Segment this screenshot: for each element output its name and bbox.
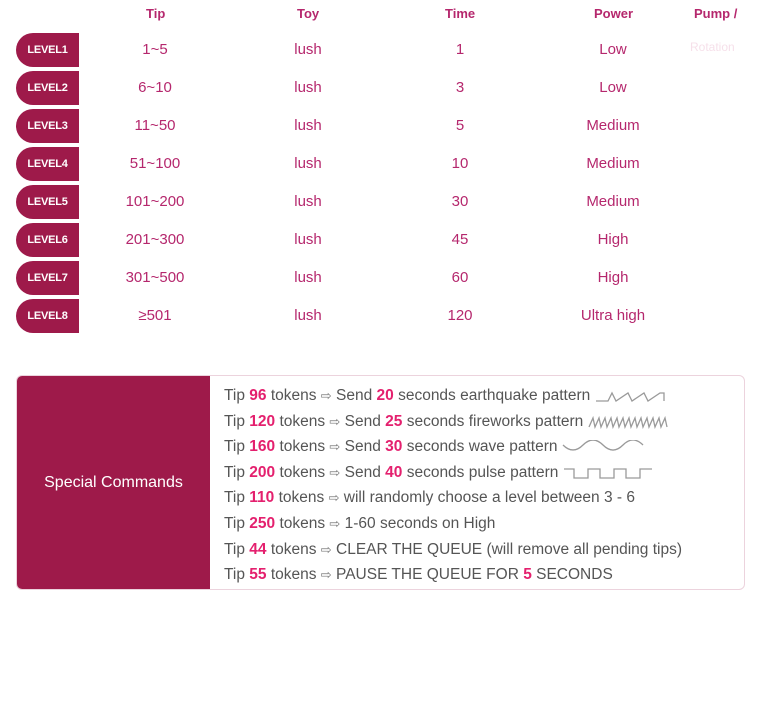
command-prefix: Tip xyxy=(224,463,250,481)
header-toy: Toy xyxy=(297,6,320,21)
level-power: Medium xyxy=(586,155,640,172)
command-arrow-icon: ⇨ xyxy=(329,515,341,531)
command-arrow-icon: ⇨ xyxy=(320,541,332,557)
command-text: Send xyxy=(340,463,386,481)
command-prefix: Tip xyxy=(224,387,250,404)
command-prefix: Tip xyxy=(224,566,250,584)
earthquake-pattern-icon xyxy=(590,387,666,404)
level-tip-range: 301~500 xyxy=(125,269,185,286)
level-tip-range: 51~100 xyxy=(129,155,181,172)
special-command-line xyxy=(224,383,682,409)
command-token-amount: 96 xyxy=(249,387,267,404)
level-row xyxy=(0,185,760,219)
command-text: Send xyxy=(331,387,377,404)
header-time: Time xyxy=(445,6,476,21)
command-arrow-icon: ⇨ xyxy=(320,567,332,583)
command-number: 40 xyxy=(385,463,403,481)
fireworks-pattern-icon xyxy=(583,413,673,430)
level-toy: lush xyxy=(294,155,322,172)
command-token-amount: 55 xyxy=(249,566,267,584)
special-commands-list xyxy=(224,383,682,588)
command-arrow-icon: ⇨ xyxy=(329,439,341,455)
command-text: CLEAR THE QUEUE (will remove all pending tips) xyxy=(331,540,683,558)
level-row xyxy=(0,71,760,105)
command-tokens-label: tokens xyxy=(275,514,330,532)
level-toy: lush xyxy=(294,269,322,286)
level-time: 30 xyxy=(451,193,469,210)
level-power: Low xyxy=(599,41,627,58)
header-power: Power xyxy=(594,6,634,21)
level-toy: lush xyxy=(294,307,322,324)
level-badge: LEVEL1 xyxy=(16,33,79,67)
level-row xyxy=(0,109,760,143)
level-row xyxy=(0,33,760,67)
level-toy: lush xyxy=(294,231,322,248)
level-toy: lush xyxy=(294,193,322,210)
command-prefix: Tip xyxy=(224,438,250,456)
special-command-line xyxy=(224,460,682,486)
command-token-amount: 110 xyxy=(249,489,275,507)
command-arrow-icon: ⇨ xyxy=(329,413,341,429)
level-power: Medium xyxy=(586,193,640,210)
special-command-line xyxy=(224,434,682,460)
special-commands-title: Special Commands xyxy=(17,376,210,589)
level-badge: LEVEL3 xyxy=(16,109,79,143)
command-token-amount: 200 xyxy=(249,463,276,481)
wave-pattern-icon xyxy=(557,438,645,455)
header-tip: Tip xyxy=(146,6,166,21)
command-tokens-label: tokens xyxy=(275,412,330,430)
command-tokens-label: tokens xyxy=(266,387,321,404)
special-command-line xyxy=(224,409,682,435)
command-text: Send xyxy=(340,438,386,456)
command-text: Send xyxy=(340,412,386,430)
level-tip-range: 201~300 xyxy=(125,231,185,248)
command-number: 30 xyxy=(385,438,403,456)
level-power: High xyxy=(597,269,629,286)
level-badge: LEVEL2 xyxy=(16,71,79,105)
command-text: PAUSE THE QUEUE FOR xyxy=(331,566,524,584)
level-power: Medium xyxy=(586,117,640,134)
command-tokens-label: tokens xyxy=(274,489,329,507)
level-time: 3 xyxy=(455,79,465,96)
level-tip-range: 11~50 xyxy=(134,117,176,134)
special-command-line xyxy=(224,511,682,537)
command-suffix: seconds fireworks pattern xyxy=(402,412,584,430)
command-arrow-icon: ⇨ xyxy=(320,388,332,403)
command-number: 25 xyxy=(385,412,403,430)
command-prefix: Tip xyxy=(224,412,250,430)
command-arrow-icon: ⇨ xyxy=(329,464,341,480)
command-suffix: seconds wave pattern xyxy=(402,438,558,456)
level-time: 60 xyxy=(451,269,469,286)
command-prefix: Tip xyxy=(224,489,250,507)
command-token-amount: 120 xyxy=(249,412,276,430)
special-command-line xyxy=(224,537,682,563)
level-row xyxy=(0,223,760,257)
command-prefix: Tip xyxy=(224,540,250,558)
header-rotation: Rotation xyxy=(690,40,735,54)
command-arrow-icon: ⇨ xyxy=(328,490,340,506)
command-suffix: SECONDS xyxy=(531,566,613,584)
command-token-amount: 250 xyxy=(249,514,276,532)
level-tip-range: 6~10 xyxy=(138,79,172,96)
level-row xyxy=(0,299,760,333)
header-pump: Pump / xyxy=(694,6,738,21)
level-time: 5 xyxy=(455,117,465,134)
command-token-amount: 160 xyxy=(249,438,276,456)
command-tokens-label: tokens xyxy=(266,566,321,584)
level-row xyxy=(0,261,760,295)
level-badge: LEVEL7 xyxy=(16,261,79,295)
command-tokens-label: tokens xyxy=(275,463,330,481)
level-power: High xyxy=(597,231,629,248)
level-tip-range: 1~5 xyxy=(142,41,168,58)
command-number: 20 xyxy=(376,387,394,404)
level-tip-range: 101~200 xyxy=(125,193,185,210)
command-text: 1-60 seconds on High xyxy=(340,514,496,532)
special-commands-panel xyxy=(16,375,745,590)
level-tip-range: ≥501 xyxy=(138,307,172,324)
level-toy: lush xyxy=(294,41,322,58)
level-row xyxy=(0,147,760,181)
special-command-line xyxy=(224,485,682,511)
level-power: Ultra high xyxy=(580,307,646,324)
command-suffix: seconds earthquake pattern xyxy=(393,387,591,404)
level-time: 10 xyxy=(451,155,469,172)
command-number: 5 xyxy=(523,566,532,584)
level-badge: LEVEL8 xyxy=(16,299,79,333)
level-badge: LEVEL6 xyxy=(16,223,79,257)
level-time: 45 xyxy=(451,231,469,248)
level-toy: lush xyxy=(294,79,322,96)
command-text: will randomly choose a level between 3 - 6 xyxy=(339,489,635,507)
level-time: 1 xyxy=(455,41,465,58)
command-tokens-label: tokens xyxy=(275,438,330,456)
command-tokens-label: tokens xyxy=(266,540,321,558)
level-power: Low xyxy=(599,79,627,96)
command-suffix: seconds pulse pattern xyxy=(402,463,559,481)
special-command-line xyxy=(224,562,682,588)
level-badge: LEVEL4 xyxy=(16,147,79,181)
level-toy: lush xyxy=(294,117,322,134)
level-time: 120 xyxy=(447,307,473,324)
pulse-pattern-icon xyxy=(558,464,654,481)
command-prefix: Tip xyxy=(224,514,250,532)
command-token-amount: 44 xyxy=(249,540,267,558)
level-badge: LEVEL5 xyxy=(16,185,79,219)
